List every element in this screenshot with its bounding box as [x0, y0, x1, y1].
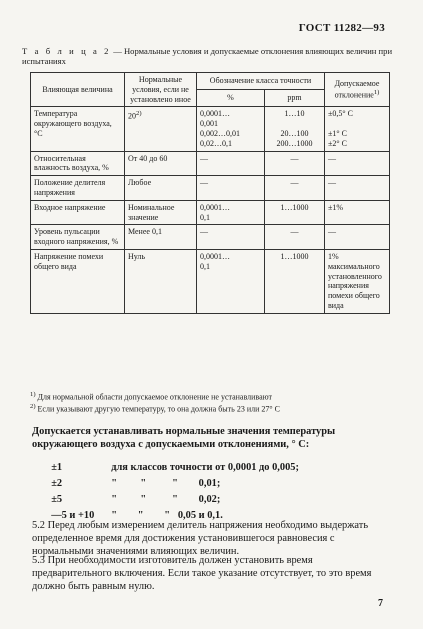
header-percent: %: [197, 90, 265, 107]
table-caption: [22, 46, 402, 66]
deviation-value: ±2: [51, 478, 63, 489]
deviation-text: " " " 0,05 и 0,1.: [111, 510, 223, 521]
cell-normal-text: Любое: [128, 178, 152, 188]
table-row: [31, 107, 390, 151]
cell-quantity: [31, 225, 125, 250]
cell-ppm-text: 1…1000: [280, 251, 309, 261]
cell-quantity-text: Уровень пульсации входного напряжения, %: [34, 227, 119, 247]
cell-ppm: [265, 176, 325, 201]
cell-quantity-text: Температура окружающего воздуха, °С: [34, 109, 112, 138]
cell-quantity-text: Положение делителя напряжения: [34, 178, 106, 197]
cell-normal: [125, 225, 197, 250]
cell-percent: [197, 249, 265, 313]
cell-percent-text: 0,0001… 0,001 0,002…0,01 0,02…0,1: [200, 109, 240, 148]
cell-normal-text: Нуль: [128, 251, 146, 261]
header-normal: Нормальные условия, если не установлено иное: [125, 73, 197, 107]
table-body: [31, 107, 390, 313]
table-row: [31, 200, 390, 225]
header-deviation-sup: 1): [373, 89, 380, 97]
cell-percent-text: —: [200, 178, 208, 188]
cell-deviation-text: ±1%: [328, 202, 344, 212]
paragraph-5-2: 5.2 Перед любым измерением делитель напряжения необходимо выдержать определенное время для достижения установившегося равновесия с нормальными значениями влияющих величин.: [32, 520, 369, 557]
deviation-text: " " " 0,01;: [111, 478, 221, 489]
header-ppm: ppm: [265, 90, 325, 107]
cell-quantity: [31, 200, 125, 225]
cell-quantity-text: Напряжение помехи общего вида: [34, 251, 104, 271]
cell-ppm: [265, 225, 325, 250]
document-header: ГОСТ 11282—93: [298, 22, 385, 34]
deviation-row: [46, 499, 223, 521]
conditions-table: [30, 72, 390, 314]
cell-percent-text: 0,0001… 0,1: [200, 202, 230, 222]
cell-quantity: [31, 151, 125, 176]
cell-deviation-text: —: [328, 153, 336, 163]
cell-percent-text: —: [200, 227, 208, 237]
cell-normal: [125, 176, 197, 201]
table-row: [31, 151, 390, 176]
header-deviation-text: Допускаемое отклонение: [334, 78, 380, 101]
cell-ppm-text: —: [290, 178, 299, 188]
paragraph-5-3: 5.3 При необходимости изготовитель должен установить время предварительного включения. Если такое указание отсутствует, то это время должно быть равным нулю.: [32, 555, 372, 592]
cell-deviation: [325, 225, 390, 250]
footnote-2-mark: 2): [30, 403, 36, 410]
cell-quantity-text: Относительная влажность воздуха, %: [34, 153, 109, 173]
cell-percent: [197, 200, 265, 225]
cell-ppm-text: 1…10 20…100 200…1000: [276, 109, 313, 148]
caption-prefix: Т а б л и ц а 2: [22, 46, 112, 56]
cell-percent: [197, 176, 265, 201]
cell-normal: [125, 107, 197, 151]
cell-percent: [197, 225, 265, 250]
footnote-2: [30, 402, 389, 415]
header-class-group: Обозначение класса точности: [197, 73, 325, 90]
cell-normal-text: Менее 0,1: [128, 227, 162, 237]
cell-deviation: [325, 176, 390, 201]
table-row: [31, 249, 390, 313]
footnote-1-mark: 1): [30, 391, 36, 398]
table-row: [31, 225, 390, 250]
paragraph-temperature: Допускается устанавливать нормальные значения температуры окружающего воздуха с допускаемыми отклонениями, ° С:: [32, 426, 336, 450]
footnote-2-text: Если указывают другую температуру, то она должна быть 23 или 27° С: [37, 404, 280, 414]
cell-quantity: [31, 249, 125, 313]
cell-percent-text: 0,0001… 0,1: [200, 251, 230, 271]
page-number: 7: [378, 598, 383, 609]
cell-percent-text: —: [200, 153, 208, 163]
table-row: [31, 176, 390, 201]
cell-normal: [125, 151, 197, 176]
cell-ppm: [265, 151, 325, 176]
cell-deviation-text: 1% максимального установленного напряжения помехи общего вида: [328, 251, 382, 310]
cell-deviation-text: ±0,5° С ±1° С ±2° С: [328, 109, 353, 148]
cell-ppm: [265, 107, 325, 151]
header-quantity: Влияющая величина: [31, 73, 125, 107]
cell-deviation: [325, 200, 390, 225]
cell-deviation-text: —: [328, 178, 336, 188]
cell-normal-sup: 2): [136, 110, 142, 118]
cell-ppm-text: —: [290, 227, 299, 237]
deviation-value: —5 и +10: [51, 510, 95, 521]
cell-ppm: [265, 249, 325, 313]
footnote-1: [30, 390, 389, 403]
cell-normal: [125, 200, 197, 225]
cell-deviation: [325, 151, 390, 176]
cell-deviation: [325, 107, 390, 151]
cell-ppm-text: —: [290, 153, 299, 163]
cell-deviation-text: —: [328, 227, 336, 237]
cell-quantity-text: Входное напряжение: [34, 202, 106, 212]
cell-deviation: [325, 249, 390, 313]
footnote-1-text: Для нормальной области допускаемое отклонение не устанавливают: [37, 392, 272, 402]
cell-normal-text: Номинальное значение: [128, 202, 175, 222]
cell-percent: [197, 151, 265, 176]
deviation-text: " " " 0,02;: [111, 494, 221, 505]
cell-quantity: [31, 107, 125, 151]
cell-normal-text: От 40 до 60: [128, 153, 168, 163]
cell-percent: [197, 107, 265, 151]
cell-ppm: [265, 200, 325, 225]
header-deviation: [325, 73, 390, 107]
cell-normal-text: 20: [128, 112, 136, 122]
cell-ppm-text: 1…1000: [280, 202, 309, 212]
caption-title: — Нормальные условия и допускаемые отклонения влияющих величин при испытаниях: [22, 46, 393, 66]
cell-quantity: [31, 176, 125, 201]
deviation-value: ±5: [51, 494, 63, 505]
deviation-value: ±1: [51, 462, 63, 473]
cell-normal: [125, 249, 197, 313]
deviation-text: для классов точности от 0,0001 до 0,005;: [111, 462, 299, 473]
